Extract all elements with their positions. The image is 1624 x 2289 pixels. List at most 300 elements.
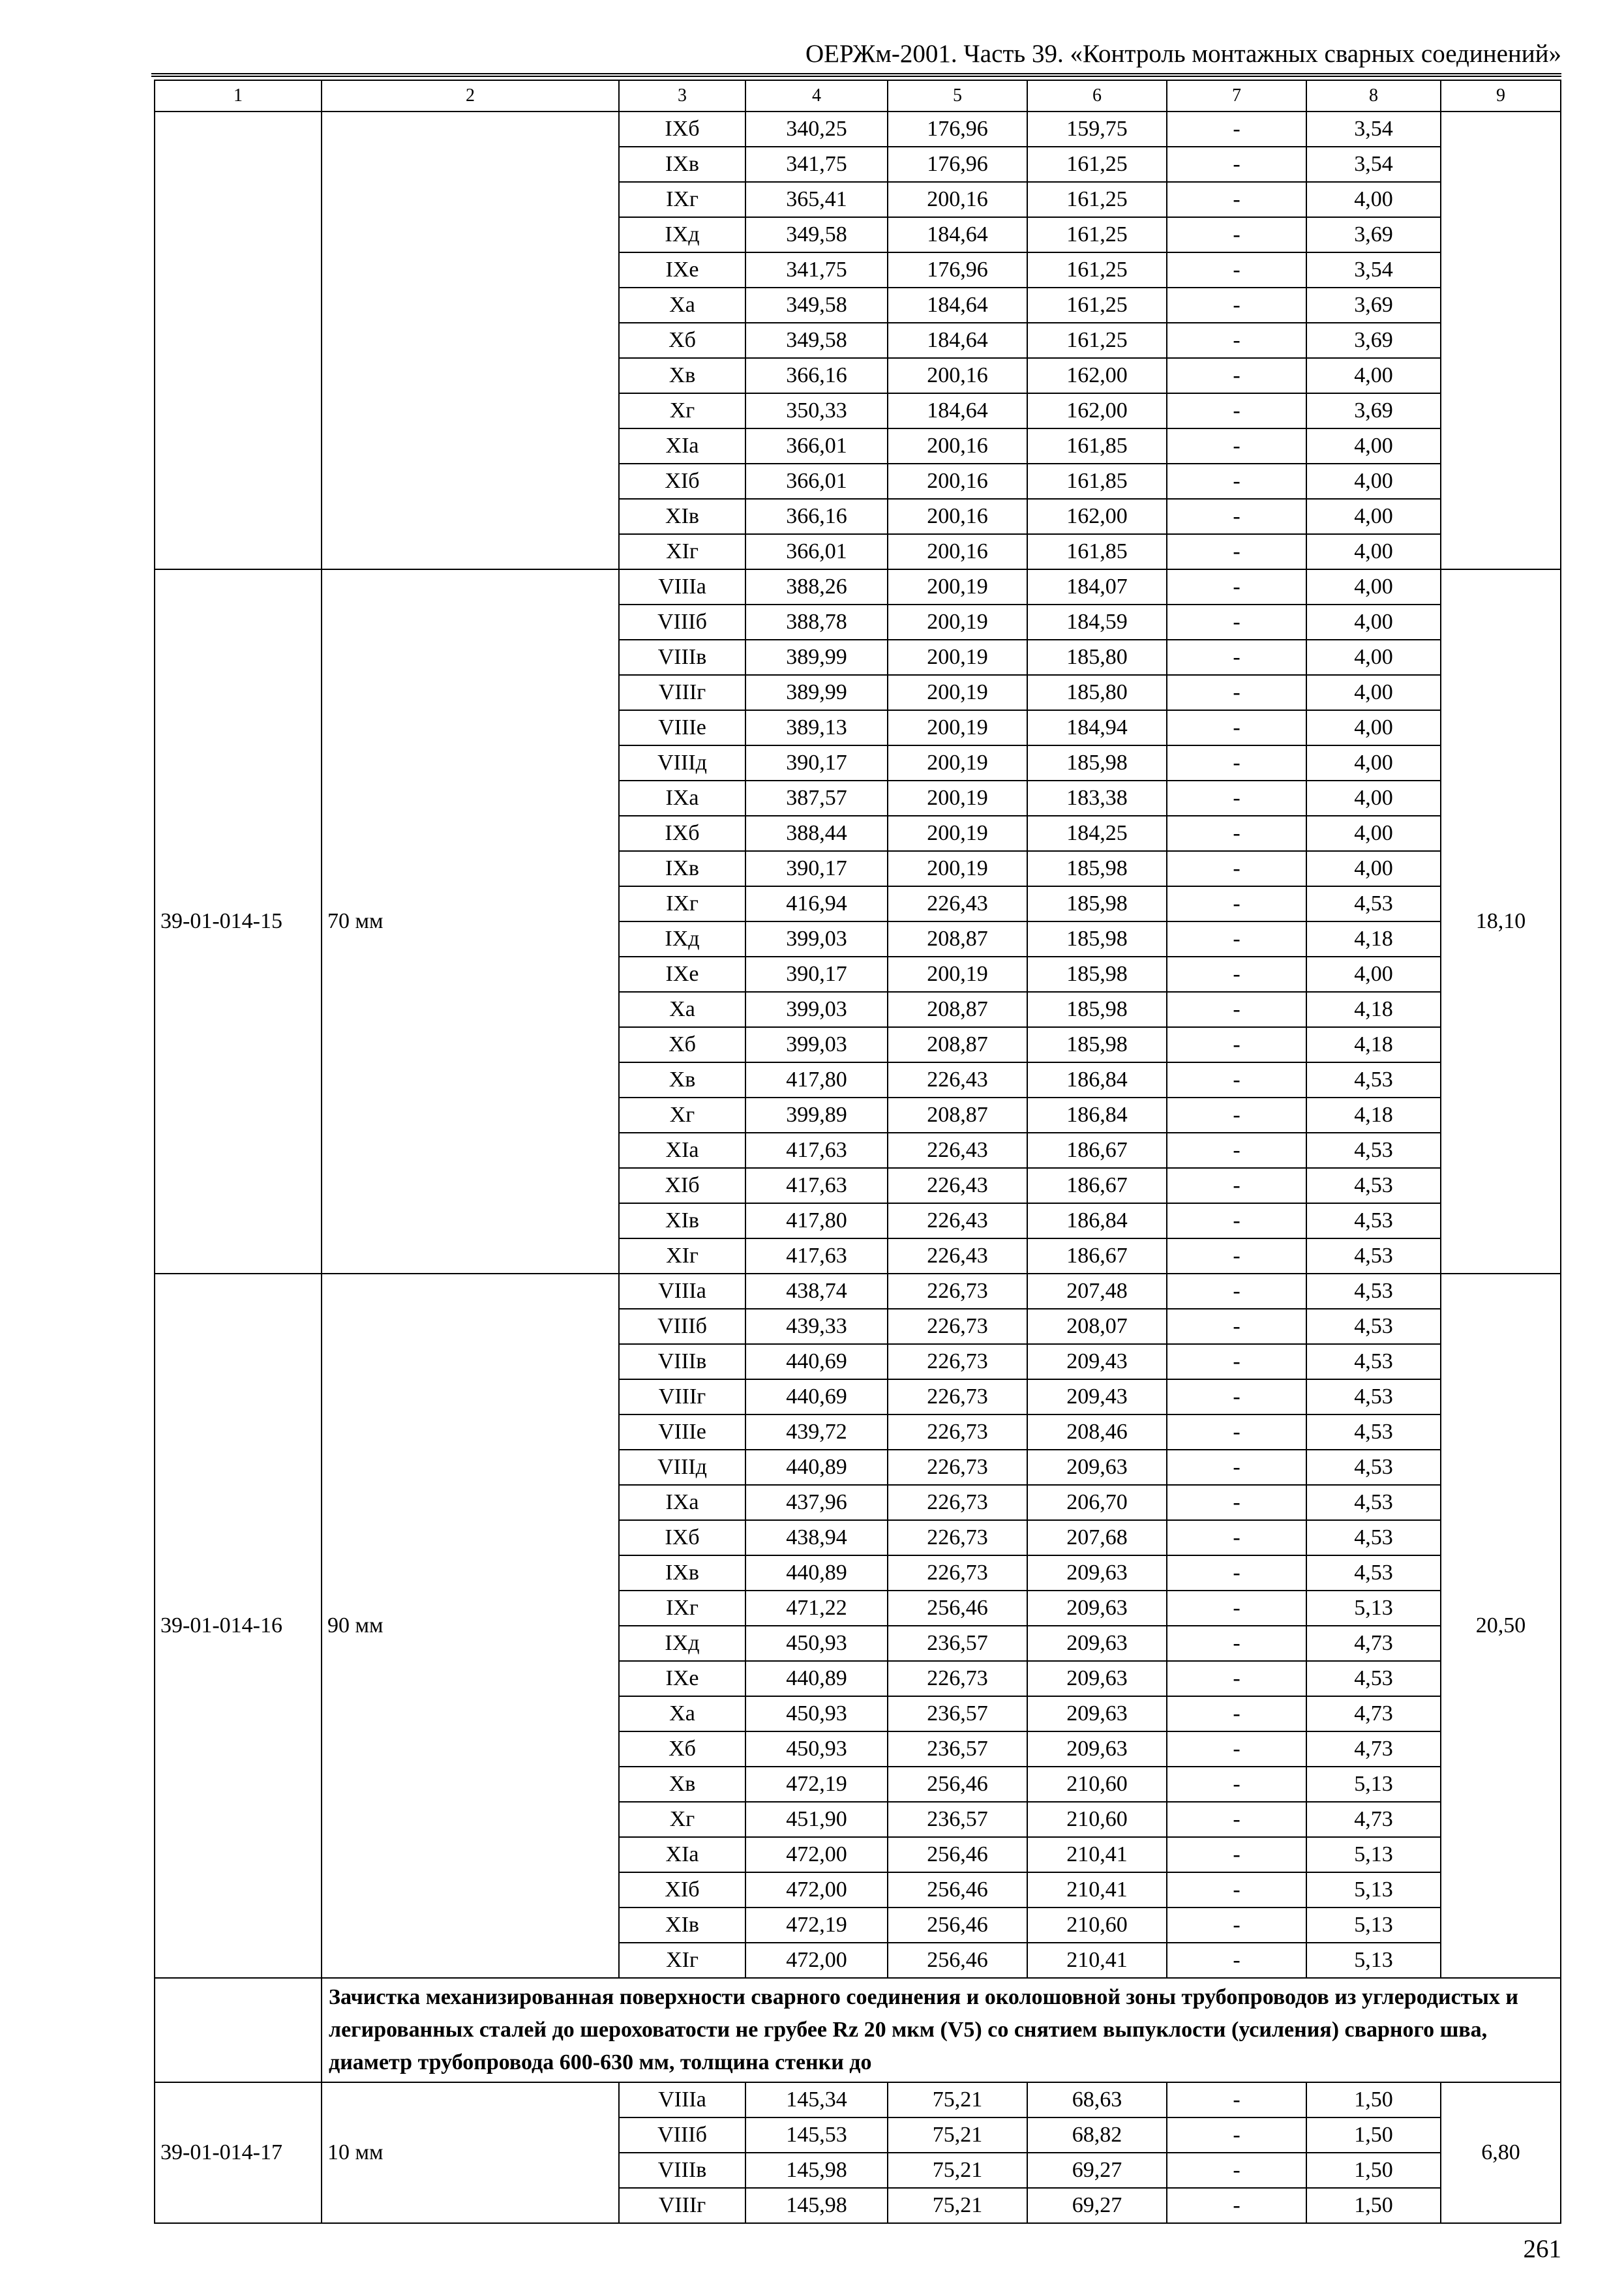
- col7-cell: -: [1167, 1767, 1306, 1802]
- col8-cell: 4,00: [1306, 710, 1441, 745]
- col6-cell: 69,27: [1027, 2153, 1167, 2188]
- col6-cell: 68,82: [1027, 2117, 1167, 2153]
- col6-cell: 161,25: [1027, 288, 1167, 323]
- col8-cell: 4,53: [1306, 1309, 1441, 1344]
- variant-cell: XIв: [619, 1203, 745, 1238]
- col4-cell: 437,96: [745, 1485, 888, 1520]
- col7-cell: -: [1167, 534, 1306, 569]
- code-cell: 39-01-014-16: [155, 1274, 322, 1978]
- col6-cell: 162,00: [1027, 358, 1167, 393]
- variant-cell: VIIIе: [619, 1414, 745, 1450]
- col5-cell: 176,96: [888, 252, 1027, 288]
- col4-cell: 450,93: [745, 1696, 888, 1731]
- col7-cell: -: [1167, 1238, 1306, 1274]
- col4-cell: 438,74: [745, 1274, 888, 1309]
- code-cell: 39-01-014-15: [155, 569, 322, 1274]
- col4-cell: 340,25: [745, 112, 888, 147]
- thickness-cell: 70 мм: [322, 569, 619, 1274]
- thickness-cell: 10 мм: [322, 2082, 619, 2223]
- table-row: [155, 569, 1561, 605]
- variant-cell: IXе: [619, 957, 745, 992]
- col7-cell: -: [1167, 2082, 1306, 2117]
- thickness-cell: [322, 112, 619, 569]
- variant-cell: Xв: [619, 358, 745, 393]
- variant-cell: IXе: [619, 252, 745, 288]
- col5-cell: 236,57: [888, 1696, 1027, 1731]
- col6-cell: 162,00: [1027, 393, 1167, 428]
- col8-cell: 5,13: [1306, 1767, 1441, 1802]
- col5-cell: 200,16: [888, 428, 1027, 464]
- variant-cell: IXд: [619, 1626, 745, 1661]
- col5-cell: 256,46: [888, 1872, 1027, 1908]
- col4-cell: 450,93: [745, 1626, 888, 1661]
- col6-cell: 209,63: [1027, 1696, 1167, 1731]
- col6-cell: 161,85: [1027, 534, 1167, 569]
- col4-cell: 472,19: [745, 1767, 888, 1802]
- col4-cell: 417,63: [745, 1168, 888, 1203]
- col4-cell: 416,94: [745, 886, 888, 921]
- col8-cell: 3,54: [1306, 252, 1441, 288]
- col6-cell: 184,59: [1027, 605, 1167, 640]
- col5-cell: 208,87: [888, 1098, 1027, 1133]
- col6-cell: 208,07: [1027, 1309, 1167, 1344]
- col5-cell: 200,19: [888, 851, 1027, 886]
- col6-cell: 207,48: [1027, 1274, 1167, 1309]
- col4-cell: 417,63: [745, 1133, 888, 1168]
- col6-cell: 186,84: [1027, 1098, 1167, 1133]
- col7-cell: -: [1167, 428, 1306, 464]
- col6-cell: 185,98: [1027, 1027, 1167, 1062]
- col7-cell: -: [1167, 1520, 1306, 1555]
- col8-cell: 3,69: [1306, 393, 1441, 428]
- variant-cell: XIв: [619, 1908, 745, 1943]
- col8-cell: 4,53: [1306, 1062, 1441, 1098]
- col4-cell: 366,16: [745, 358, 888, 393]
- col7-cell: -: [1167, 1872, 1306, 1908]
- col5-cell: 226,73: [888, 1414, 1027, 1450]
- col4-cell: 472,00: [745, 1872, 888, 1908]
- col8-cell: 4,18: [1306, 921, 1441, 957]
- variant-cell: Xб: [619, 1731, 745, 1767]
- variant-cell: IXе: [619, 1661, 745, 1696]
- col8-cell: 4,00: [1306, 499, 1441, 534]
- col8-cell: 4,53: [1306, 1450, 1441, 1485]
- col4-cell: 388,44: [745, 816, 888, 851]
- col4-cell: 145,98: [745, 2153, 888, 2188]
- col7-cell: -: [1167, 1062, 1306, 1098]
- col8-cell: 3,54: [1306, 112, 1441, 147]
- column-number-row: [155, 80, 1561, 112]
- variant-cell: IXб: [619, 112, 745, 147]
- variant-cell: IXв: [619, 147, 745, 182]
- col5-cell: 226,73: [888, 1450, 1027, 1485]
- col7-cell: -: [1167, 252, 1306, 288]
- col4-cell: 366,01: [745, 428, 888, 464]
- variant-cell: Xа: [619, 992, 745, 1027]
- col5-cell: 75,21: [888, 2117, 1027, 2153]
- col6-cell: 210,41: [1027, 1837, 1167, 1872]
- col6-cell: 185,98: [1027, 957, 1167, 992]
- variant-cell: Xа: [619, 1696, 745, 1731]
- variant-cell: VIIIг: [619, 2188, 745, 2223]
- col7-cell: -: [1167, 569, 1306, 605]
- col9-cell: [1441, 112, 1561, 569]
- col4-cell: 399,03: [745, 921, 888, 957]
- col7-cell: -: [1167, 1133, 1306, 1168]
- col8-cell: 4,53: [1306, 1555, 1441, 1591]
- col6-cell: 209,63: [1027, 1450, 1167, 1485]
- col8-cell: 4,00: [1306, 675, 1441, 710]
- variant-cell: VIIIа: [619, 569, 745, 605]
- col6-cell: 210,41: [1027, 1872, 1167, 1908]
- col5-cell: 200,19: [888, 957, 1027, 992]
- variant-cell: XIа: [619, 1837, 745, 1872]
- variant-cell: IXд: [619, 921, 745, 957]
- variant-cell: IXа: [619, 781, 745, 816]
- variant-cell: XIг: [619, 1238, 745, 1274]
- col5-cell: 226,73: [888, 1485, 1027, 1520]
- col8-cell: 4,00: [1306, 358, 1441, 393]
- col6-cell: 185,98: [1027, 851, 1167, 886]
- col7-cell: -: [1167, 1696, 1306, 1731]
- col4-cell: 399,03: [745, 1027, 888, 1062]
- col5-cell: 256,46: [888, 1591, 1027, 1626]
- col4-cell: 349,58: [745, 217, 888, 252]
- col5-cell: 226,43: [888, 1203, 1027, 1238]
- col5-cell: 208,87: [888, 1027, 1027, 1062]
- table-row: [155, 2082, 1561, 2117]
- col7-cell: -: [1167, 1414, 1306, 1450]
- col4-cell: 389,99: [745, 640, 888, 675]
- col7-cell: -: [1167, 1943, 1306, 1978]
- table-row: [155, 1274, 1561, 1309]
- col6-cell: 161,25: [1027, 217, 1167, 252]
- col8-cell: 5,13: [1306, 1872, 1441, 1908]
- col8-cell: 4,53: [1306, 886, 1441, 921]
- col7-cell: -: [1167, 499, 1306, 534]
- col8-cell: 5,13: [1306, 1591, 1441, 1626]
- col4-cell: 417,80: [745, 1203, 888, 1238]
- column-number: 8: [1306, 80, 1441, 112]
- col6-cell: 210,41: [1027, 1943, 1167, 1978]
- col7-cell: -: [1167, 1485, 1306, 1520]
- col5-cell: 236,57: [888, 1731, 1027, 1767]
- variant-cell: VIIIд: [619, 1450, 745, 1485]
- variant-cell: XIа: [619, 428, 745, 464]
- col4-cell: 440,69: [745, 1379, 888, 1414]
- col9-cell: 20,50: [1441, 1274, 1561, 1978]
- col4-cell: 471,22: [745, 1591, 888, 1626]
- col4-cell: 472,19: [745, 1908, 888, 1943]
- col7-cell: -: [1167, 816, 1306, 851]
- col8-cell: 4,00: [1306, 569, 1441, 605]
- col5-cell: 200,19: [888, 569, 1027, 605]
- col8-cell: 4,00: [1306, 851, 1441, 886]
- col5-cell: 200,16: [888, 358, 1027, 393]
- col6-cell: 185,98: [1027, 745, 1167, 781]
- col8-cell: 4,53: [1306, 1168, 1441, 1203]
- col6-cell: 185,80: [1027, 640, 1167, 675]
- col8-cell: 4,00: [1306, 745, 1441, 781]
- column-number: 1: [155, 80, 322, 112]
- col8-cell: 4,00: [1306, 957, 1441, 992]
- col7-cell: -: [1167, 745, 1306, 781]
- col5-cell: 184,64: [888, 288, 1027, 323]
- col4-cell: 388,78: [745, 605, 888, 640]
- col6-cell: 186,84: [1027, 1062, 1167, 1098]
- col6-cell: 185,98: [1027, 886, 1167, 921]
- table-row: [155, 112, 1561, 147]
- col4-cell: 440,89: [745, 1555, 888, 1591]
- col6-cell: 186,67: [1027, 1133, 1167, 1168]
- variant-cell: XIг: [619, 534, 745, 569]
- col7-cell: -: [1167, 921, 1306, 957]
- col6-cell: 186,67: [1027, 1238, 1167, 1274]
- variant-cell: IXб: [619, 1520, 745, 1555]
- variant-cell: Xв: [619, 1062, 745, 1098]
- col9-cell: 6,80: [1441, 2082, 1561, 2223]
- col7-cell: -: [1167, 1661, 1306, 1696]
- col4-cell: 399,03: [745, 992, 888, 1027]
- col8-cell: 4,53: [1306, 1485, 1441, 1520]
- col5-cell: 226,73: [888, 1309, 1027, 1344]
- col7-cell: -: [1167, 1203, 1306, 1238]
- col6-cell: 162,00: [1027, 499, 1167, 534]
- col8-cell: 4,53: [1306, 1520, 1441, 1555]
- col4-cell: 350,33: [745, 393, 888, 428]
- col8-cell: 4,53: [1306, 1238, 1441, 1274]
- col7-cell: -: [1167, 1555, 1306, 1591]
- col8-cell: 4,53: [1306, 1133, 1441, 1168]
- col6-cell: 184,94: [1027, 710, 1167, 745]
- col4-cell: 389,13: [745, 710, 888, 745]
- col7-cell: -: [1167, 1309, 1306, 1344]
- col7-cell: -: [1167, 957, 1306, 992]
- col8-cell: 4,73: [1306, 1626, 1441, 1661]
- col8-cell: 4,18: [1306, 1027, 1441, 1062]
- col4-cell: 390,17: [745, 851, 888, 886]
- variant-cell: VIIIе: [619, 710, 745, 745]
- col8-cell: 4,00: [1306, 534, 1441, 569]
- col6-cell: 208,46: [1027, 1414, 1167, 1450]
- col7-cell: -: [1167, 605, 1306, 640]
- col8-cell: 4,00: [1306, 640, 1441, 675]
- col6-cell: 210,60: [1027, 1908, 1167, 1943]
- col4-cell: 365,41: [745, 182, 888, 217]
- col7-cell: -: [1167, 182, 1306, 217]
- col4-cell: 366,01: [745, 534, 888, 569]
- col7-cell: -: [1167, 1591, 1306, 1626]
- col4-cell: 341,75: [745, 147, 888, 182]
- col7-cell: -: [1167, 781, 1306, 816]
- column-number: 7: [1167, 80, 1306, 112]
- variant-cell: Xг: [619, 1802, 745, 1837]
- col4-cell: 390,17: [745, 745, 888, 781]
- col5-cell: 200,19: [888, 675, 1027, 710]
- col4-cell: 389,99: [745, 675, 888, 710]
- col8-cell: 3,69: [1306, 217, 1441, 252]
- col5-cell: 226,73: [888, 1344, 1027, 1379]
- variant-cell: VIIIд: [619, 745, 745, 781]
- col5-cell: 256,46: [888, 1837, 1027, 1872]
- col6-cell: 161,25: [1027, 147, 1167, 182]
- col5-cell: 200,19: [888, 781, 1027, 816]
- price-table: [154, 80, 1561, 2224]
- col4-cell: 440,89: [745, 1661, 888, 1696]
- col5-cell: 184,64: [888, 217, 1027, 252]
- col5-cell: 236,57: [888, 1802, 1027, 1837]
- col6-cell: 209,63: [1027, 1731, 1167, 1767]
- col7-cell: -: [1167, 1450, 1306, 1485]
- variant-cell: VIIIб: [619, 1309, 745, 1344]
- col5-cell: 200,19: [888, 816, 1027, 851]
- col8-cell: 1,50: [1306, 2188, 1441, 2223]
- variant-cell: XIб: [619, 464, 745, 499]
- col5-cell: 226,73: [888, 1379, 1027, 1414]
- col7-cell: -: [1167, 2188, 1306, 2223]
- col6-cell: 161,85: [1027, 428, 1167, 464]
- variant-cell: Xг: [619, 393, 745, 428]
- variant-cell: VIIIг: [619, 1379, 745, 1414]
- col6-cell: 185,98: [1027, 921, 1167, 957]
- col8-cell: 4,53: [1306, 1203, 1441, 1238]
- col7-cell: -: [1167, 1168, 1306, 1203]
- thickness-cell: 90 мм: [322, 1274, 619, 1978]
- section-header-row: [155, 1978, 1561, 2082]
- col7-cell: -: [1167, 393, 1306, 428]
- variant-cell: VIIIв: [619, 1344, 745, 1379]
- col4-cell: 349,58: [745, 288, 888, 323]
- col4-cell: 366,16: [745, 499, 888, 534]
- col7-cell: -: [1167, 1274, 1306, 1309]
- col4-cell: 438,94: [745, 1520, 888, 1555]
- col8-cell: 1,50: [1306, 2153, 1441, 2188]
- variant-cell: VIIIа: [619, 1274, 745, 1309]
- code-cell: 39-01-014-17: [155, 2082, 322, 2223]
- col8-cell: 3,69: [1306, 288, 1441, 323]
- col5-cell: 200,19: [888, 640, 1027, 675]
- col6-cell: 161,25: [1027, 182, 1167, 217]
- col4-cell: 417,63: [745, 1238, 888, 1274]
- col8-cell: 4,00: [1306, 781, 1441, 816]
- col7-cell: -: [1167, 2117, 1306, 2153]
- col6-cell: 206,70: [1027, 1485, 1167, 1520]
- col5-cell: 256,46: [888, 1943, 1027, 1978]
- col6-cell: 209,43: [1027, 1344, 1167, 1379]
- variant-cell: XIб: [619, 1168, 745, 1203]
- page-header-title: ОЕРЖм-2001. Часть 39. «Контроль монтажных сварных соединений»: [805, 40, 1561, 68]
- col7-cell: -: [1167, 1379, 1306, 1414]
- col8-cell: 4,73: [1306, 1802, 1441, 1837]
- col7-cell: -: [1167, 1027, 1306, 1062]
- col5-cell: 200,19: [888, 605, 1027, 640]
- col6-cell: 185,80: [1027, 675, 1167, 710]
- col6-cell: 210,60: [1027, 1767, 1167, 1802]
- col4-cell: 451,90: [745, 1802, 888, 1837]
- col5-cell: 200,16: [888, 182, 1027, 217]
- col9-cell: 18,10: [1441, 569, 1561, 1274]
- col5-cell: 200,16: [888, 534, 1027, 569]
- col6-cell: 209,63: [1027, 1626, 1167, 1661]
- col6-cell: 161,25: [1027, 252, 1167, 288]
- col4-cell: 388,26: [745, 569, 888, 605]
- col6-cell: 210,60: [1027, 1802, 1167, 1837]
- col5-cell: 226,73: [888, 1555, 1027, 1591]
- col8-cell: 4,73: [1306, 1696, 1441, 1731]
- col5-cell: 75,21: [888, 2082, 1027, 2117]
- col4-cell: 399,89: [745, 1098, 888, 1133]
- col7-cell: -: [1167, 1802, 1306, 1837]
- column-number: 9: [1441, 80, 1561, 112]
- col4-cell: 145,34: [745, 2082, 888, 2117]
- col6-cell: 186,84: [1027, 1203, 1167, 1238]
- col7-cell: -: [1167, 851, 1306, 886]
- variant-cell: IXд: [619, 217, 745, 252]
- col7-cell: -: [1167, 1908, 1306, 1943]
- col4-cell: 341,75: [745, 252, 888, 288]
- col8-cell: 4,53: [1306, 1344, 1441, 1379]
- col7-cell: -: [1167, 358, 1306, 393]
- col7-cell: -: [1167, 217, 1306, 252]
- col7-cell: -: [1167, 710, 1306, 745]
- variant-cell: VIIIв: [619, 640, 745, 675]
- col8-cell: 5,13: [1306, 1908, 1441, 1943]
- col6-cell: 209,63: [1027, 1591, 1167, 1626]
- col4-cell: 417,80: [745, 1062, 888, 1098]
- col8-cell: 4,00: [1306, 605, 1441, 640]
- col6-cell: 183,38: [1027, 781, 1167, 816]
- col5-cell: 200,16: [888, 499, 1027, 534]
- variant-cell: IXб: [619, 816, 745, 851]
- col8-cell: 4,53: [1306, 1414, 1441, 1450]
- col8-cell: 4,00: [1306, 464, 1441, 499]
- col7-cell: -: [1167, 112, 1306, 147]
- col5-cell: 75,21: [888, 2188, 1027, 2223]
- variant-cell: IXг: [619, 182, 745, 217]
- col5-cell: 226,73: [888, 1520, 1027, 1555]
- column-number: 5: [888, 80, 1027, 112]
- col4-cell: 440,69: [745, 1344, 888, 1379]
- col4-cell: 439,33: [745, 1309, 888, 1344]
- col6-cell: 209,43: [1027, 1379, 1167, 1414]
- variant-cell: IXв: [619, 1555, 745, 1591]
- col4-cell: 472,00: [745, 1837, 888, 1872]
- col8-cell: 4,18: [1306, 992, 1441, 1027]
- col5-cell: 200,19: [888, 710, 1027, 745]
- page-number: 261: [1523, 2235, 1561, 2263]
- col6-cell: 209,63: [1027, 1661, 1167, 1696]
- variant-cell: IXа: [619, 1485, 745, 1520]
- col4-cell: 390,17: [745, 957, 888, 992]
- col8-cell: 5,13: [1306, 1943, 1441, 1978]
- col5-cell: 226,43: [888, 1168, 1027, 1203]
- col4-cell: 145,98: [745, 2188, 888, 2223]
- col6-cell: 207,68: [1027, 1520, 1167, 1555]
- col8-cell: 3,54: [1306, 147, 1441, 182]
- header-double-rule: [151, 73, 1561, 77]
- column-number: 4: [745, 80, 888, 112]
- col5-cell: 75,21: [888, 2153, 1027, 2188]
- col7-cell: -: [1167, 886, 1306, 921]
- col8-cell: 1,50: [1306, 2082, 1441, 2117]
- code-cell: [155, 112, 322, 569]
- col4-cell: 145,53: [745, 2117, 888, 2153]
- variant-cell: XIв: [619, 499, 745, 534]
- col4-cell: 387,57: [745, 781, 888, 816]
- variant-cell: Xг: [619, 1098, 745, 1133]
- col8-cell: 4,00: [1306, 428, 1441, 464]
- variant-cell: VIIIг: [619, 675, 745, 710]
